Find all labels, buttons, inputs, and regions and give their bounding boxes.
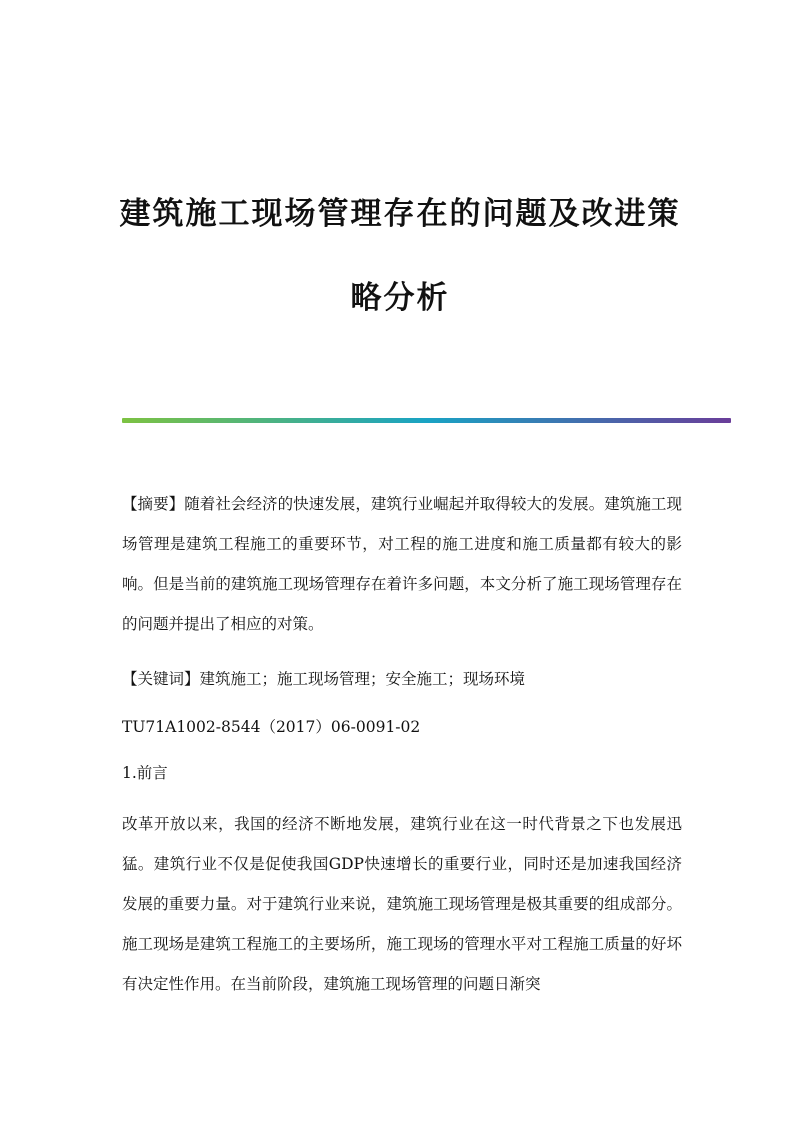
keywords-label: 【关键词】 [122,670,200,688]
abstract-paragraph [122,484,682,644]
intro-section [122,804,682,1004]
keywords-section [122,659,682,699]
title-divider-rule [122,418,731,423]
keywords-text: 建筑施工；施工现场管理；安全施工；现场环境 [199,670,526,688]
classification-line [122,707,682,747]
abstract-section [122,484,682,644]
document-title-line-1: 建筑施工现场管理存在的问题及改进策 [119,196,681,232]
intro-paragraph: 改革开放以来，我国的经济不断地发展，建筑行业在这一时代背景之下也发展迅猛。建筑行业不仅是促使我国GDP快速增长的重要行业，同时还是加速我国经济发展的重要力量。对于建筑行业来说，建筑施工现场管理是极其重要的组成部分。施工现场是建筑工程施工的主要场所，施工现场的管理水平对工程施工质量的好坏有决定性作用。在当前阶段，建筑施工现场管理的问题日渐突 [122,815,682,993]
section-heading-text: 1.前言 [122,764,168,782]
keywords-paragraph [122,659,682,699]
abstract-text: 随着社会经济的快速发展，建筑行业崛起并取得较大的发展。建筑施工现场管理是建筑工程施工的重要环节，对工程的施工进度和施工质量都有较大的影响。但是当前的建筑施工现场管理存在着许多问题，本文分析了施工现场管理存在的问题并提出了相应的对策。 [122,495,682,633]
classification-text: TU71A1002-8544（2017）06-0091-02 [122,718,421,736]
section-heading [122,753,682,793]
abstract-label: 【摘要】 [122,495,185,513]
document-title-line-2: 略分析 [350,280,450,316]
